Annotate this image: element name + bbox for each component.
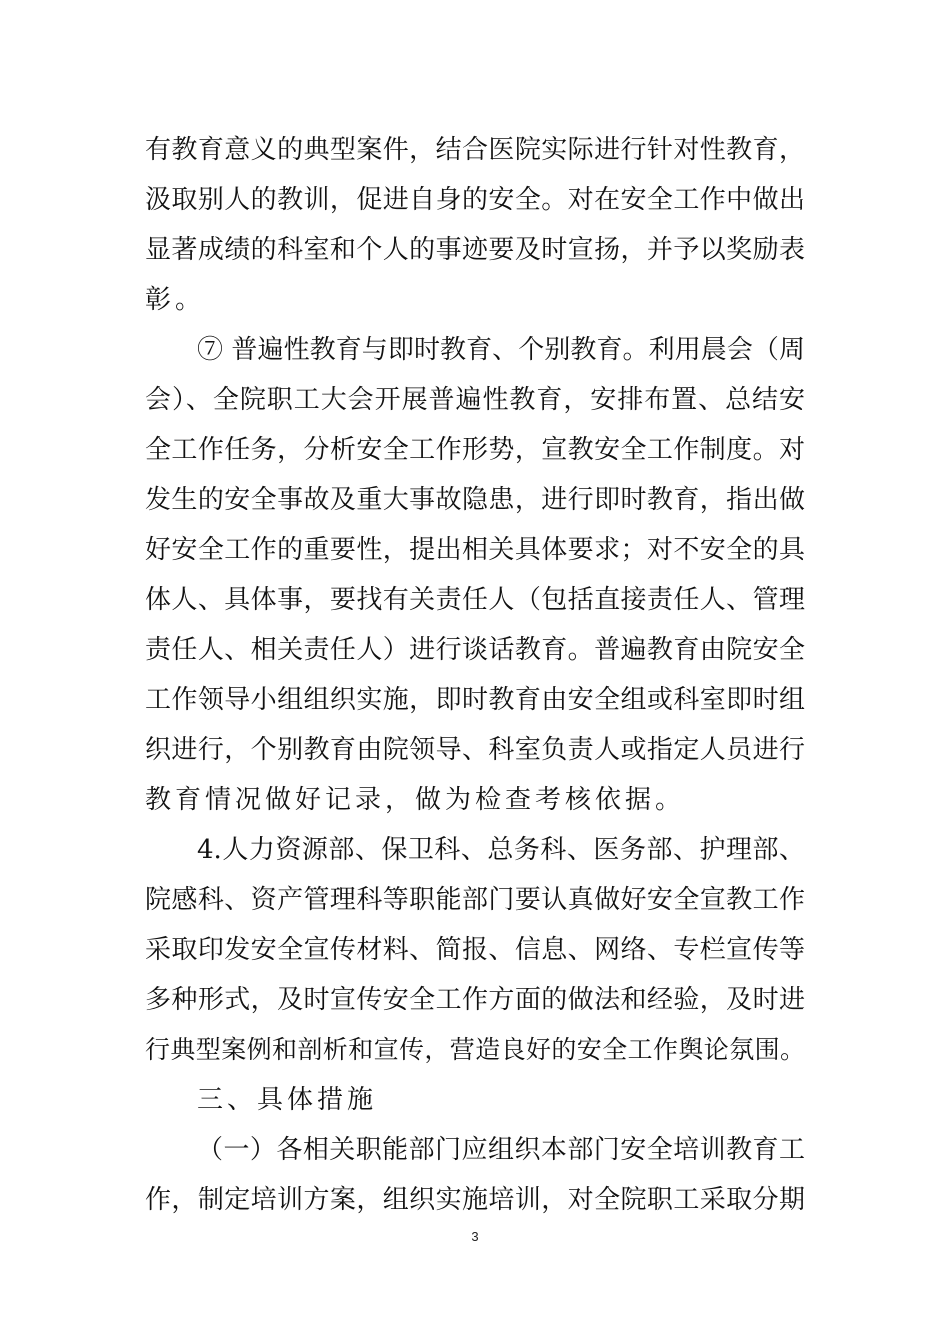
text-line: 采取印发安全宣传材料、简报、信息、网络、专栏宣传等 xyxy=(145,935,805,965)
text-line: 织进行，个别教育由院领导、科室负责人或指定人员进行 xyxy=(145,735,805,765)
text-line: 彰。 xyxy=(145,285,206,315)
text-line: 多种形式，及时宣传安全工作方面的做法和经验，及时进 xyxy=(145,985,805,1015)
text-line: 体人、具体事，要找有关责任人（包括直接责任人、管理 xyxy=(145,585,805,615)
text-line: 全工作任务，分析安全工作形势，宣教安全工作制度。对 xyxy=(145,435,805,465)
page-number: 3 xyxy=(471,1229,479,1244)
text-line: 4.人力资源部、保卫科、总务科、医务部、护理部、 xyxy=(197,835,805,865)
text-line: 行典型案例和剖析和宣传，营造良好的安全工作舆论氛围。 xyxy=(145,1035,805,1064)
text-line: 汲取别人的教训，促进自身的安全。对在安全工作中做出 xyxy=(145,185,805,215)
text-line: ⑦ 普遍性教育与即时教育、个别教育。利用晨会（周 xyxy=(197,335,805,365)
text-line: 工作领导小组组织实施，即时教育由安全组或科室即时组 xyxy=(145,685,805,715)
text-line: 好安全工作的重要性，提出相关具体要求；对不安全的具 xyxy=(145,535,805,565)
text-line: 作，制定培训方案，组织实施培训，对全院职工采取分期 xyxy=(145,1185,805,1215)
text-line: 责任人、相关责任人）进行谈话教育。普遍教育由院安全 xyxy=(145,635,805,665)
text-line: 有教育意义的典型案件，结合医院实际进行针对性教育， xyxy=(145,135,805,165)
text-line: 会）、全院职工大会开展普遍性教育，安排布置、总结安 xyxy=(145,385,805,415)
text-line: （一）各相关职能部门应组织本部门安全培训教育工 xyxy=(197,1135,805,1165)
text-line: 发生的安全事故及重大事故隐患，进行即时教育，指出做 xyxy=(145,485,805,515)
text-line: 显著成绩的科室和个人的事迹要及时宣扬，并予以奖励表 xyxy=(145,235,805,265)
text-line: 教育情况做好记录，做为检查考核依据。 xyxy=(145,785,686,815)
section-heading: 三、具体措施 xyxy=(197,1085,378,1115)
text-line: 院感科、资产管理科等职能部门要认真做好安全宣教工作 xyxy=(145,885,805,915)
